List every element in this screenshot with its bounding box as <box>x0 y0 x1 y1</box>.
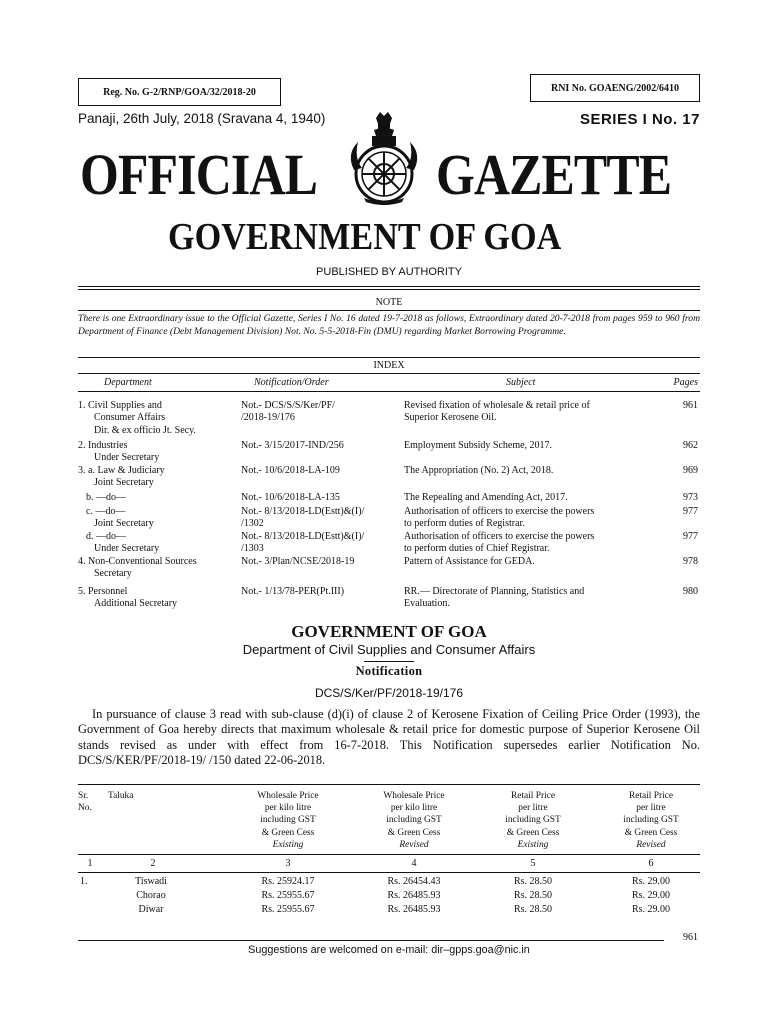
index-row-notification <box>241 531 406 556</box>
index-department-line: Secretary <box>94 568 132 580</box>
index-subject-line: Pattern of Assistance for GEDA. <box>404 556 535 567</box>
price-table-header-cell <box>228 790 348 851</box>
notification-body: In pursuance of clause 3 read with sub-clause (d)(i) of clause 2 of Kerosene Fixation of Ceiling Price Order (1993), the Government of Goa hereby directs that maximum wholesale & retail price for domestic purpose of Superior Kerosene Oil stands revised as under with effect from 16-7-2018. This Notification supersedes earlier Notification No. DCS/S/KER/PF/2018-19/ /150 dated 22-06-2018. <box>78 707 700 768</box>
index-row-notification <box>241 440 406 452</box>
price-table-col-number: 2 <box>150 858 156 869</box>
index-row-department <box>78 556 250 581</box>
index-row-subject <box>404 492 664 504</box>
price-table-col-number: 5 <box>530 858 536 869</box>
index-department-line: Dir. & ex officio Jt. Secy. <box>94 424 196 436</box>
price-header-line: Retail Price <box>629 791 673 801</box>
index-row-notification <box>241 492 406 504</box>
price-table-header-cell <box>478 790 588 851</box>
index-row-page: 973 <box>683 492 698 503</box>
notification-number: DCS/S/Ker/PF/2018-19/176 <box>314 686 464 700</box>
index-subject-line: Authorisation of officers to exercise the powers <box>404 506 595 517</box>
index-department-line: Under Secretary <box>94 543 160 555</box>
date-line: Panaji, 26th July, 2018 (Sravana 4, 1940) <box>78 111 326 126</box>
rni-number: RNI No. GOAENG/2002/6410 <box>550 82 680 94</box>
price-header-line: per kilo litre <box>390 803 438 814</box>
price-retail-revised: Rs. 29.00 <box>631 876 671 887</box>
price-header-line: including GST <box>505 815 561 826</box>
price-header-tag: Revised <box>636 839 666 850</box>
index-subject-line: Revised fixation of wholesale & retail price of <box>404 400 590 411</box>
price-wholesale-existing: Rs. 25955.67 <box>261 890 315 901</box>
price-wholesale-revised: Rs. 26485.93 <box>387 890 441 901</box>
index-row-subject <box>404 440 664 452</box>
index-notification-line: Not.- 3/Plan/NCSE/2018-19 <box>241 556 355 567</box>
price-table-row <box>78 904 700 918</box>
price-table-col-number: 6 <box>648 858 654 869</box>
index-department-line: b. —do— <box>86 492 126 503</box>
index-notification-line: Not.- 3/15/2017-IND/256 <box>241 440 344 451</box>
index-row-page: 980 <box>683 586 698 597</box>
notification-department: Department of Civil Supplies and Consumer Affairs <box>242 642 536 657</box>
price-header-line: Retail Price <box>511 791 555 801</box>
index-col-department: Department <box>104 377 152 388</box>
index-row-notification <box>241 506 406 531</box>
note-text: There is one Extraordinary issue to the Official Gazette, Series I No. 16 dated 19-7-2018 as follows, Extraordinary dated 20-7-2018 from pages 959 to 960 from Department of Finance (Debt Management Division) Not. No. 5-5-2018-Fin (DMU) regarding Market Borrowing Programme. <box>78 313 700 337</box>
index-row-department <box>78 400 250 437</box>
price-header-line: Wholesale Price <box>383 791 445 801</box>
index-department-line: Consumer Affairs <box>94 412 166 424</box>
notification-label: Notification <box>355 664 423 678</box>
index-heading: INDEX <box>373 360 405 371</box>
index-subject-line: Evaluation. <box>404 598 450 610</box>
index-row-department <box>78 440 250 465</box>
masthead-government-of-goa: GOVERNMENT OF GOA <box>168 216 562 258</box>
masthead-gazette: GAZETTE <box>436 142 672 207</box>
price-table-rule-header <box>78 854 700 855</box>
masthead-official: OFFICIAL <box>80 142 317 207</box>
price-header-line: & Green Cess <box>624 827 678 838</box>
price-table-row <box>78 890 700 904</box>
index-row-subject <box>404 506 664 531</box>
rni-number-box <box>530 74 700 102</box>
index-department-line: 5. Personnel <box>78 586 128 597</box>
price-taluka: Tiswadi <box>135 876 167 887</box>
index-row-page: 961 <box>683 400 698 411</box>
index-row-subject <box>404 586 664 611</box>
index-row-department <box>78 531 250 556</box>
index-subject-line: Superior Kerosene Oil. <box>404 412 497 424</box>
index-department-line: 1. Civil Supplies and <box>78 400 162 411</box>
index-rule-mid <box>78 373 700 374</box>
price-header-line: per kilo litre <box>264 803 312 814</box>
price-retail-existing: Rs. 28.50 <box>513 890 553 901</box>
index-row-subject <box>404 400 664 425</box>
index-row-notification <box>241 465 406 477</box>
index-row-notification <box>241 400 406 425</box>
index-row-subject <box>404 531 664 556</box>
index-row-page: 978 <box>683 556 698 567</box>
index-rule-top <box>78 357 700 358</box>
price-table-rule-numbers <box>78 872 700 873</box>
index-subject-line: to perform duties of Registrar. <box>404 518 525 530</box>
index-department-line: d. —do— <box>86 531 126 542</box>
index-notification-line: Not.- 1/13/78-PER(Pt.III) <box>241 586 345 597</box>
price-retail-revised: Rs. 29.00 <box>631 904 671 915</box>
published-by-authority: PUBLISHED BY AUTHORITY <box>316 266 462 278</box>
price-table-header-cell <box>602 790 700 851</box>
price-header-line: Wholesale Price <box>257 791 319 801</box>
notification-government: GOVERNMENT OF GOA <box>291 622 487 641</box>
index-row-subject <box>404 465 664 477</box>
price-retail-revised: Rs. 29.00 <box>631 890 671 901</box>
price-wholesale-revised: Rs. 26485.93 <box>387 904 441 915</box>
series-number: SERIES I No. 17 <box>579 111 700 128</box>
price-table-col-number: 1 <box>87 858 93 869</box>
index-notification-line: Not.- 8/13/2018-LD(Estt)&(I)/ <box>241 531 365 542</box>
price-header-tag: Revised <box>399 839 429 850</box>
index-notification-line: Not.- 10/6/2018-LA-135 <box>241 492 340 503</box>
price-header-line: including GST <box>623 815 679 826</box>
index-notification-line: /1302 <box>241 518 264 530</box>
price-header-tag: Existing <box>517 839 549 850</box>
price-table-col-number: 4 <box>411 858 417 869</box>
suggestions-email: Suggestions are welcomed on e-mail: dir–gpps.goa@nic.in <box>248 944 530 956</box>
price-taluka: Chorao <box>136 890 166 901</box>
index-notification-line: Not.- 10/6/2018-LA-109 <box>241 465 340 476</box>
index-row-page: 977 <box>683 531 698 542</box>
index-row-notification <box>241 556 406 568</box>
price-table-rule-top <box>78 784 700 785</box>
price-wholesale-existing: Rs. 25955.67 <box>261 904 315 915</box>
price-header-line: No. <box>78 803 92 814</box>
note-rule <box>78 310 700 311</box>
index-row-department <box>78 465 250 490</box>
index-row-notification <box>241 586 406 598</box>
index-row-department <box>78 506 250 531</box>
price-retail-existing: Rs. 28.50 <box>513 876 553 887</box>
page-number: 961 <box>683 932 698 943</box>
price-header-line: Taluka <box>108 791 134 801</box>
price-table-row <box>78 876 700 890</box>
price-header-line: per litre <box>636 803 666 814</box>
index-department-line: Joint Secretary <box>94 477 154 489</box>
price-header-line: Sr. <box>78 791 89 801</box>
index-department-line: 2. Industries <box>78 440 128 451</box>
index-department-line: Joint Secretary <box>94 518 154 530</box>
index-row-page: 962 <box>683 440 698 451</box>
index-department-line: Additional Secretary <box>94 598 178 610</box>
header-rule-top <box>78 286 700 287</box>
price-taluka: Diwar <box>138 904 164 915</box>
index-notification-line: Not.- 8/13/2018-LD(Estt)&(I)/ <box>241 506 365 517</box>
index-department-line: 4. Non-Conventional Sources <box>78 556 197 567</box>
reg-number-box <box>78 78 281 106</box>
index-notification-line: Not.- DCS/S/S/Ker/PF/ <box>241 400 335 411</box>
price-header-tag: Existing <box>272 839 304 850</box>
index-department-line: c. —do— <box>86 506 126 517</box>
index-department-line: 3. a. Law & Judiciary <box>78 465 165 476</box>
price-table-col-numbers <box>78 858 700 872</box>
note-heading: NOTE <box>375 297 403 308</box>
index-col-subject: Subject <box>506 377 536 388</box>
price-header-line: per litre <box>518 803 548 814</box>
notification-label-underline <box>364 661 414 662</box>
index-row-page: 969 <box>683 465 698 476</box>
index-department-line: Under Secretary <box>94 452 160 464</box>
index-row-department <box>78 586 250 611</box>
index-notification-line: /2018-19/176 <box>241 412 295 424</box>
index-subject-line: to perform duties of Chief Registrar. <box>404 543 550 555</box>
index-subject-line: Employment Subsidy Scheme, 2017. <box>404 440 553 451</box>
header-rule-bottom <box>78 289 700 290</box>
index-subject-line: The Appropriation (No. 2) Act, 2018. <box>404 465 554 476</box>
index-row-page: 977 <box>683 506 698 517</box>
price-header-line: & Green Cess <box>506 827 560 838</box>
price-table-header-cell <box>354 790 474 851</box>
price-table-header <box>78 790 700 854</box>
index-row-department <box>78 492 250 504</box>
price-sr: 1. <box>80 876 88 887</box>
price-header-line: including GST <box>260 815 316 826</box>
reg-number: Reg. No. G-2/RNP/GOA/32/2018-20 <box>103 86 256 98</box>
index-subject-line: The Repealing and Amending Act, 2017. <box>404 492 568 503</box>
price-wholesale-existing: Rs. 25924.17 <box>261 876 315 887</box>
price-table-header-cell <box>108 790 178 802</box>
footer-rule <box>78 940 664 941</box>
price-header-line: including GST <box>386 815 442 826</box>
price-header-line: & Green Cess <box>387 827 441 838</box>
price-header-line: & Green Cess <box>261 827 315 838</box>
index-rule-header <box>78 391 700 392</box>
index-col-notification: Notification/Order <box>254 377 329 388</box>
index-col-pages: Pages <box>673 377 698 388</box>
price-table-col-number: 3 <box>285 858 291 869</box>
price-wholesale-revised: Rs. 26454.43 <box>387 876 441 887</box>
price-retail-existing: Rs. 28.50 <box>513 904 553 915</box>
index-notification-line: /1303 <box>241 543 264 555</box>
index-subject-line: Authorisation of officers to exercise the powers <box>404 531 595 542</box>
index-row-subject <box>404 556 664 568</box>
index-subject-line: RR.— Directorate of Planning, Statistics and <box>404 586 585 597</box>
goa-emblem-icon <box>336 110 432 206</box>
